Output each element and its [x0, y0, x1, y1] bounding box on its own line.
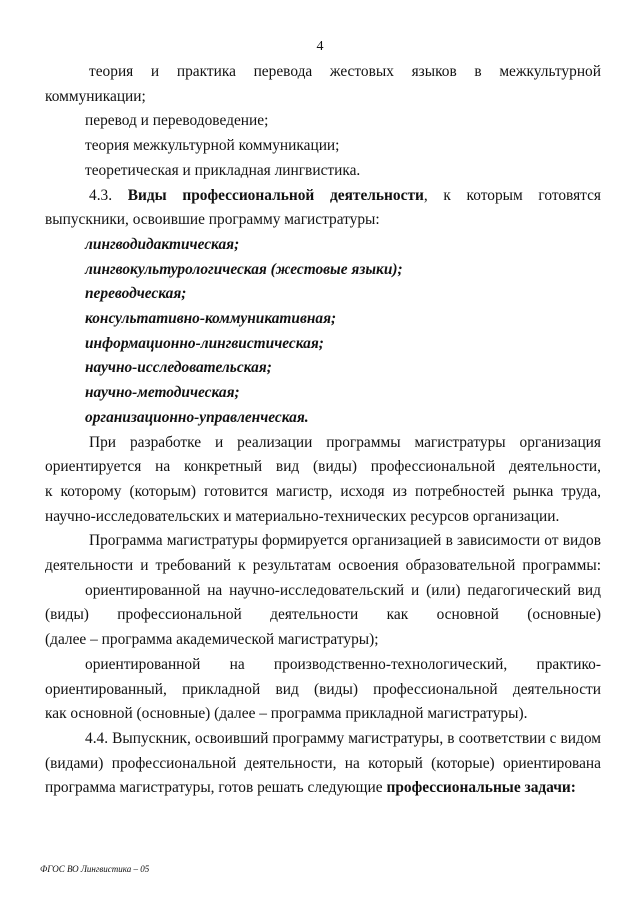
activity-type-item: консультативно-коммуникативная; — [85, 310, 337, 328]
applied-program-line: ориентированный, прикладной вид (виды) профессиональной деятельности — [45, 680, 601, 698]
section-4-4-line — [45, 776, 601, 801]
page-footer: ФГОС ВО Лингвистика – 05 — [40, 864, 150, 874]
development-para-line: научно-исследовательских и материально-технических ресурсов организации. — [45, 507, 560, 525]
section-4-4-line: 4.4. Выпускник, освоивший программу магистратуры, в соответствии с видом — [85, 729, 601, 747]
specialty-line-2: перевод и переводоведение; — [85, 112, 269, 130]
academic-program-line: (виды) профессиональной деятельности как основной (основные) — [45, 606, 601, 624]
section-4-4-plain: программа магистратуры, готов решать следующие — [45, 779, 387, 797]
development-para-line: к которому (которым) готовится магистр, исходя из потребностей рынка труда, — [45, 482, 601, 500]
formation-para-line: Программа магистратуры формируется организацией в зависимости от видов — [89, 532, 601, 550]
section-4-3-continuation: выпускники, освоившие программу магистратуры: — [45, 211, 380, 229]
specialty-line-3: теория межкультурной коммуникации; — [85, 137, 340, 155]
academic-program-line: (далее – программа академической магистратуры); — [45, 631, 379, 649]
activity-type-item: научно-методическая; — [85, 384, 240, 402]
activity-type-item: информационно-лингвистическая; — [85, 334, 324, 352]
applied-program-line: как основной (основные) (далее – программа прикладной магистратуры). — [45, 705, 528, 723]
activity-type-item: научно-исследовательская; — [85, 359, 272, 377]
page-content — [45, 60, 601, 801]
activity-type-item: лингводидактическая; — [85, 235, 240, 253]
activity-type-item: организационно-управленческая. — [85, 408, 309, 426]
section-4-3-heading — [45, 184, 601, 209]
specialty-line-1a: теория и практика перевода жестовых языков в межкультурной — [89, 63, 601, 80]
applied-program-line: ориентированной на производственно-технологический, практико- — [85, 655, 601, 673]
section-4-3-rest: , к которым готовятся — [423, 186, 601, 204]
professional-tasks-heading: профессиональные задачи: — [386, 779, 576, 797]
development-para-line: ориентируется на конкретный вид (виды) профессиональной деятельности, — [45, 458, 601, 476]
section-4-3-bold-phrase: Виды профессиональной деятельности — [127, 186, 424, 204]
academic-program-line: ориентированной на научно-исследовательский и (или) педагогический вид — [85, 581, 601, 599]
specialty-line-1b: коммуникации; — [45, 87, 146, 105]
activity-type-item: лингвокультурологическая (жестовые языки); — [85, 260, 403, 278]
specialty-line-4: теоретическая и прикладная лингвистика. — [85, 161, 361, 179]
page-number: 4 — [316, 39, 324, 54]
section-4-3-number: 4.3. — [89, 186, 113, 204]
development-para-line: При разработке и реализации программы магистратуры организация — [89, 433, 601, 451]
activity-type-item: переводческая; — [85, 285, 187, 303]
formation-para-line: деятельности и требований к результатам освоения образовательной программы: — [45, 557, 601, 575]
section-4-4-line: (видами) профессиональной деятельности, на который (которые) ориентирована — [45, 754, 601, 772]
